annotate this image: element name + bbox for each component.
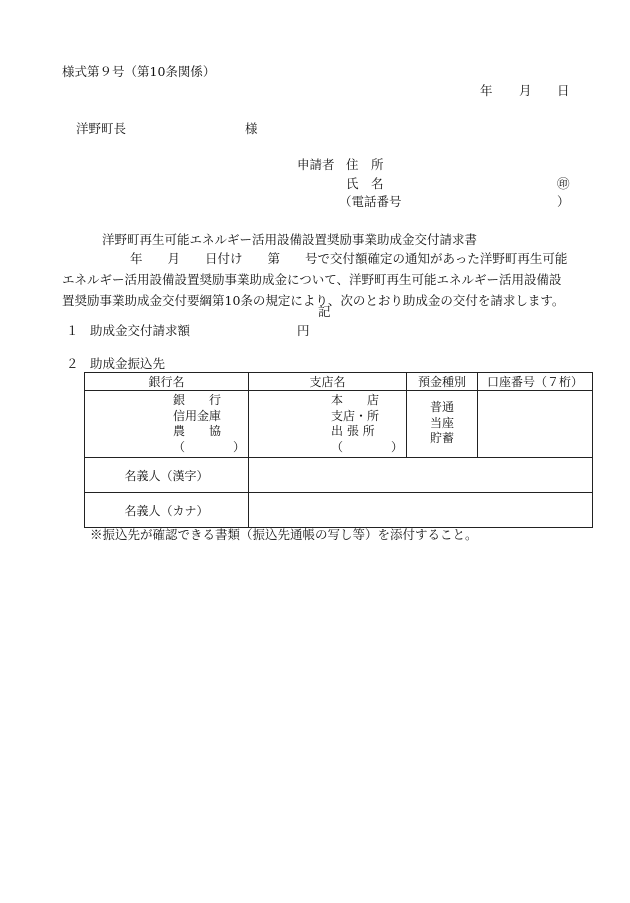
name-label: 氏 名 [346,176,384,191]
holder-kanji-label: 名義人（漢字） [85,458,249,493]
phone-label: （電話番号 [339,194,402,209]
holder-kanji-field[interactable] [249,458,593,493]
header-bank-name: 銀行名 [85,373,249,391]
header-branch-name: 支店名 [249,373,407,391]
address-label: 住 所 [346,157,384,172]
branch-option-other: （ ） [331,439,404,454]
holder-kana-row [85,493,593,528]
date-year: 年 [480,83,493,98]
bank-option-nokyo: 農 協 [173,424,222,438]
ki-marker: 記 [318,304,331,319]
deposit-type-cell[interactable] [407,391,478,458]
table-body-row [85,391,593,458]
date-month: 月 [519,83,532,98]
branch-option-head: 本 店 [331,393,380,407]
item2-label: 助成金振込先 [90,356,166,371]
addressee-honorific: 様 [245,121,258,136]
account-number-cell[interactable] [478,391,593,458]
bank-option-bank: 銀 行 [173,393,222,407]
holder-kana-label: 名義人（カナ） [85,493,249,528]
item2-number: ２ [66,356,79,371]
header-deposit-type: 預金種別 [407,373,478,391]
attachment-note: ※振込先が確認できる書類（振込先通帳の写し等）を添付すること。 [90,527,478,542]
deposit-option-current: 当座 [429,415,454,430]
bank-option-shinkin: 信用金庫 [173,408,222,423]
request-paragraph [62,248,586,311]
seal-mark: ㊞ [557,176,570,191]
paragraph-line-2: エネルギー活用設備設置奨励事業助成金について、洋野町再生可能エネルギー活用設備設 [62,272,562,287]
holder-kana-field[interactable] [249,493,593,528]
phone-close: ） [557,194,570,209]
document-title: 洋野町再生可能エネルギー活用設備設置奨励事業助成金交付請求書 [102,232,478,247]
addressee-name: 洋野町長 [76,121,127,136]
bank-option-other: （ ） [173,439,246,454]
bank-name-cell[interactable] [85,391,249,458]
item1-label: 助成金交付請求額 [90,323,191,338]
branch-option-office: 出 張 所 [331,424,375,438]
paragraph-line-3: 置奨励事業助成金交付要綱第10条の規定により、次のとおり助成金の交付を請求します。 [62,293,565,308]
header-account-number: 口座番号（７桁） [478,373,593,391]
deposit-option-savings: 貯蓄 [429,431,454,445]
form-number: 様式第９号（第10条関係） [62,64,216,79]
branch-name-cell[interactable] [249,391,407,458]
applicant-label: 申請者 [297,157,335,172]
deposit-option-ordinary: 普通 [429,400,454,414]
item1-number: １ [66,323,79,338]
table-header-row [85,373,593,391]
branch-option-branch: 支店・所 [331,408,380,423]
date-day: 日 [557,83,570,98]
item1-unit: 円 [297,323,310,338]
holder-kanji-row [85,458,593,493]
paragraph-line-1: 年 月 日付け 第 号で交付額確定の通知があった洋野町再生可能 [130,251,568,266]
bank-transfer-table [84,372,593,528]
